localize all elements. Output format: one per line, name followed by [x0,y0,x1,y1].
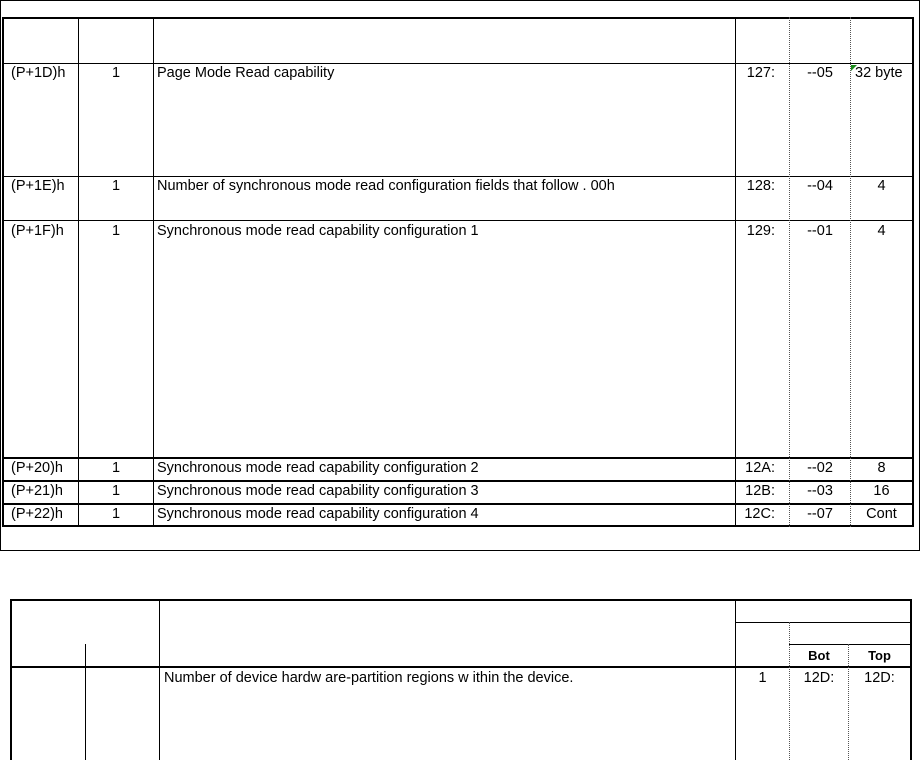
table-cell-top: 12D: [864,670,895,686]
table-cell-offset: (P+20)h [11,460,63,476]
table-cell-address: 12C: [744,506,775,522]
table1-col-border [912,17,914,527]
table-cell-address: 12A: [745,460,775,476]
table1-col-border [735,17,736,527]
table-cell-description: Page Mode Read capability [157,65,335,81]
table2-top-border [10,599,912,601]
table-cell-description: Number of device hardw are-partition regions w ithin the device. [164,670,574,686]
table1-row-divider [2,220,914,221]
table-cell-size: 1 [111,483,121,499]
table1-col-border [789,17,790,527]
table-cell-offset: (P+21)h [11,483,63,499]
table-cell-value: 8 [877,460,886,476]
bot-header: Bot [808,648,830,663]
table-cell-address: 128: [746,178,775,194]
table-cell-description: Number of synchronous mode read configuration fields that follow . 00h [157,178,615,194]
table2-header-divider [735,622,912,623]
table-cell-hex: --02 [807,460,833,476]
table-cell-value: 4 [877,223,886,239]
table-cell-size: 1 [758,670,767,686]
table-cell-offset: (P+1D)h [11,65,66,81]
table-cell-hex: --01 [807,223,833,239]
table-cell-value: 4 [877,178,886,194]
table-cell-description: Synchronous mode read capability configuration 2 [157,460,479,476]
table-cell-hex: --03 [807,483,833,499]
table-cell-address: 129: [746,223,775,239]
table-cell-offset: (P+1F)h [11,223,64,239]
table-cell-description: Synchronous mode read capability configuration 1 [157,223,479,239]
table-cell-hex: --07 [807,506,833,522]
top-header: Top [868,648,891,663]
table1-col-border [850,17,851,527]
table-cell-address: 12B: [745,483,775,499]
table-cell-size: 1 [111,223,121,239]
table-cell-description: Synchronous mode read capability configuration 3 [157,483,479,499]
table2-col-border [159,599,160,760]
table-cell-size: 1 [111,178,121,194]
table2-header-divider [789,644,912,645]
table2-col-border [85,644,86,760]
table-cell-offset: (P+1E)h [11,178,65,194]
table-cell-offset: (P+22)h [11,506,63,522]
table-cell-size: 1 [111,506,121,522]
table1-bottom-border [2,525,914,527]
table2-col-border [789,622,790,760]
table-cell-address: 127: [746,65,775,81]
table-cell-hex: --04 [807,178,833,194]
table-cell-bot: 12D: [803,670,835,686]
table-cell-hex: --05 [807,65,833,81]
table-cell-description: Synchronous mode read capability configuration 4 [157,506,479,522]
table-cell-value: Cont [866,506,897,522]
table1-col-border [78,17,79,527]
table-cell-size: 1 [111,65,121,81]
table2-header-bottom [10,666,912,668]
table1-top-border [2,17,914,19]
table-cell-size: 1 [111,460,121,476]
table1-col-border [2,17,4,527]
table2-col-border [10,599,12,760]
table1-col-border [153,17,154,527]
table2-col-border [910,599,912,760]
table-cell-value: 32 byte [855,65,903,81]
table-cell-value: 16 [873,483,890,499]
